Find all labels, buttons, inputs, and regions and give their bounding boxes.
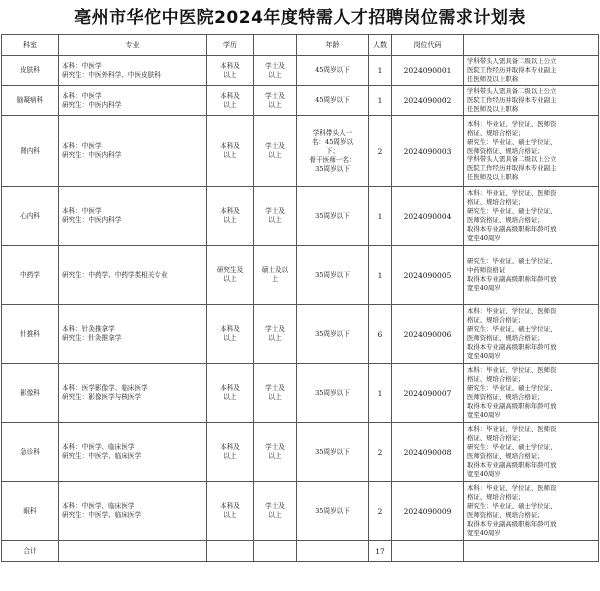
req-line: 取得本专业副高级职称年龄可放 — [467, 401, 557, 410]
header-degree — [254, 35, 297, 56]
age-cell — [297, 187, 369, 246]
table-row — [2, 423, 599, 482]
req-line: 宽至40周岁 — [467, 410, 501, 419]
major-line: 本科：中医学 — [62, 91, 102, 100]
age-line: 骨干医师一名： — [309, 155, 356, 164]
code-cell: 2024090004 — [392, 187, 464, 246]
req-line: 医师资格证、规培合格证； — [467, 216, 544, 224]
req-line: 宽至40周岁 — [467, 469, 501, 478]
table-row — [2, 364, 599, 423]
count-cell: 2 — [369, 482, 392, 541]
major-cell — [59, 56, 207, 86]
degree-cell — [254, 116, 297, 187]
major-cell — [59, 305, 207, 364]
major-cell — [59, 187, 207, 246]
req-line: 宽至40周岁 — [467, 233, 501, 242]
dept-cell: 中药学 — [2, 246, 59, 305]
edu-cell — [207, 305, 254, 364]
count-cell: 6 — [369, 305, 392, 364]
age-line: 45周岁以下 — [315, 96, 350, 104]
age-line: 45周岁以下 — [315, 66, 350, 74]
count-cell: 1 — [369, 56, 392, 86]
major-cell — [59, 364, 207, 423]
edu-cell — [207, 482, 254, 541]
requirements-cell — [464, 482, 599, 541]
req-line: 医师资格证、规培合格证； — [467, 334, 544, 342]
code-cell: 2024090006 — [392, 305, 464, 364]
degree-line: 学士及 — [265, 443, 285, 451]
age-line: 学科带头人一 — [312, 128, 353, 137]
req-line: 取得本专业副高级职称年龄可放 — [467, 342, 557, 351]
degree-line: 学士及 — [265, 384, 285, 392]
age-line: 35周岁以下 — [315, 447, 350, 456]
count-cell: 1 — [369, 246, 392, 305]
major-line: 研究生：中医学、临床医学 — [62, 511, 142, 519]
degree-cell — [254, 423, 297, 482]
major-cell — [59, 86, 207, 116]
req-line: 本科：毕业证、学位证、医师资 — [467, 425, 557, 434]
major-line: 本科：中医学 — [62, 207, 102, 215]
req-line: 研究生：毕业证、硕士学位证、 — [467, 137, 557, 146]
req-line: 格证、规培合格证； — [467, 375, 525, 384]
total-empty — [207, 541, 254, 562]
code-cell: 2024090002 — [392, 86, 464, 116]
count-cell: 1 — [369, 187, 392, 246]
req-line: 任医师及以上职称 — [467, 104, 519, 113]
degree-line: 以上 — [268, 70, 282, 79]
req-line: 医师资格证、规培合格证； — [467, 146, 544, 155]
age-line: 35周岁以下 — [315, 164, 350, 173]
req-line: 任医师及以上职称 — [467, 74, 519, 83]
age-line: 35周岁以下 — [315, 388, 350, 397]
dept-cell: 急诊科 — [2, 423, 59, 482]
edu-cell — [207, 116, 254, 187]
req-line: 医师资格证、规培合格证； — [467, 452, 544, 460]
edu-line: 本科及 — [220, 142, 240, 150]
req-line: 取得本专业副高级职称年龄可放 — [467, 275, 557, 283]
age-cell — [297, 116, 369, 187]
table-row — [2, 116, 599, 187]
req-line: 医院工作经历并取得本专业副主 — [467, 96, 557, 105]
major-cell — [59, 246, 207, 305]
total-empty — [297, 541, 369, 562]
table-row — [2, 305, 599, 364]
total-empty — [254, 541, 297, 562]
req-line: 中药师资格证 — [467, 266, 506, 275]
req-line: 取得本专业副高级职称年龄可放 — [467, 224, 557, 233]
degree-line: 学士及 — [265, 325, 285, 333]
major-line: 本科：中医学、临床医学 — [62, 443, 135, 451]
degree-line: 以上 — [268, 393, 282, 401]
req-line: 本科：毕业证、学位证、医师资 — [467, 189, 557, 198]
req-line: 学科带头人需具备二级以上公立 — [467, 155, 557, 164]
requirements-cell — [464, 187, 599, 246]
req-line: 宽至40周岁 — [467, 283, 501, 292]
code-cell: 2024090009 — [392, 482, 464, 541]
degree-line: 学士及 — [265, 61, 285, 70]
dept-cell: 心内科 — [2, 187, 59, 246]
req-line: 格证、规培合格证； — [467, 316, 525, 325]
req-line: 格证、规培合格证； — [467, 493, 525, 502]
edu-line: 以上 — [223, 100, 237, 109]
edu-line: 本科及 — [220, 91, 240, 100]
major-line: 本科：医学影像学、临床医学 — [62, 384, 148, 392]
degree-cell — [254, 482, 297, 541]
major-cell — [59, 423, 207, 482]
dept-cell: 眼科 — [2, 482, 59, 541]
code-cell: 2024090008 — [392, 423, 464, 482]
recruitment-table — [1, 34, 599, 562]
dept-cell: 皮肤科 — [2, 56, 59, 86]
code-cell: 2024090003 — [392, 116, 464, 187]
age-cell — [297, 482, 369, 541]
requirements-cell — [464, 56, 599, 86]
requirements-cell — [464, 246, 599, 305]
age-line: 下； — [325, 146, 340, 155]
edu-cell — [207, 423, 254, 482]
degree-cell — [254, 86, 297, 116]
dept-cell: 肾内科 — [2, 116, 59, 187]
header-code: 岗位代码 — [392, 35, 464, 56]
code-cell: 2024090001 — [392, 56, 464, 86]
major-line: 本科：中医学 — [62, 61, 102, 70]
edu-line: 研究生及 — [216, 266, 244, 274]
edu-line: 本科及 — [220, 443, 240, 451]
total-label: 合计 — [2, 541, 59, 562]
count-cell: 1 — [369, 86, 392, 116]
req-line: 研究生：毕业证、硕士学位证、 — [467, 502, 557, 511]
total-count: 17 — [369, 541, 392, 562]
code-cell: 2024090007 — [392, 364, 464, 423]
edu-cell — [207, 56, 254, 86]
req-line: 医院工作经历并取得本专业副主 — [467, 164, 557, 173]
edu-line: 本科及 — [220, 384, 240, 392]
requirements-cell — [464, 116, 599, 187]
age-line: 名：45周岁以 — [311, 137, 354, 146]
major-line: 研究生：中医学、临床医学 — [62, 452, 142, 460]
req-line: 本科：毕业证、学位证、医师资 — [467, 366, 557, 375]
code-cell: 2024090005 — [392, 246, 464, 305]
req-line: 本科：毕业证、学位证、医师资 — [467, 307, 557, 316]
edu-line: 本科及 — [220, 502, 240, 510]
req-line: 格证、规培合格证； — [467, 128, 525, 137]
req-line: 医院工作经历并取得本专业副主 — [467, 66, 557, 75]
degree-cell — [254, 187, 297, 246]
header-count: 人数 — [369, 35, 392, 56]
degree-line: 硕士及以 — [261, 266, 289, 274]
req-line: 研究生：毕业证、硕士学位证、 — [467, 207, 557, 216]
edu-cell — [207, 86, 254, 116]
age-line: 35周岁以下 — [315, 506, 350, 515]
edu-line: 本科及 — [220, 61, 240, 70]
req-line: 格证、规培合格证； — [467, 434, 525, 443]
degree-cell — [254, 56, 297, 86]
degree-line: 以上 — [268, 452, 282, 460]
total-empty — [59, 541, 207, 562]
req-line: 格证、规培合格证； — [467, 198, 525, 207]
edu-line: 以上 — [223, 275, 237, 283]
count-cell: 1 — [369, 364, 392, 423]
edu-line: 以上 — [223, 70, 237, 79]
degree-cell — [254, 305, 297, 364]
edu-cell — [207, 187, 254, 246]
header-age: 年龄 — [297, 35, 369, 56]
req-line: 本科：毕业证、学位证、医师资 — [467, 119, 557, 128]
count-cell: 2 — [369, 116, 392, 187]
age-cell — [297, 56, 369, 86]
table-row — [2, 246, 599, 305]
req-line: 研究生：毕业证、硕士学位证、 — [467, 443, 557, 452]
total-row — [2, 541, 599, 562]
degree-line: 学士及 — [265, 142, 285, 150]
major-line: 研究生：中医内科学 — [62, 151, 122, 159]
major-line: 研究生：中医内科学 — [62, 216, 122, 224]
major-line: 研究生：影像医学与核医学 — [62, 393, 142, 401]
header-major: 专业 — [59, 35, 207, 56]
edu-line: 本科及 — [220, 207, 240, 215]
age-line: 35周岁以下 — [315, 270, 350, 279]
major-line: 研究生：中医内科学 — [62, 100, 122, 109]
edu-cell — [207, 364, 254, 423]
table-row — [2, 86, 599, 116]
degree-cell — [254, 246, 297, 305]
page-title: 亳州市华佗中医院2024年度特需人才招聘岗位需求计划表 — [74, 8, 526, 28]
req-line: 学科带头人需具备二级以上公立 — [467, 87, 557, 96]
major-line: 研究生：针灸推拿学 — [62, 334, 122, 342]
age-cell — [297, 86, 369, 116]
dept-cell: 脑凝病科 — [2, 86, 59, 116]
degree-line: 上 — [271, 275, 279, 283]
dept-cell: 影像科 — [2, 364, 59, 423]
age-line: 35周岁以下 — [315, 329, 350, 338]
edu-cell — [207, 246, 254, 305]
edu-line: 本科及 — [220, 325, 240, 333]
req-line: 医师资格证、规培合格证； — [467, 511, 544, 519]
req-line: 取得本专业副高级职称年龄可放 — [467, 519, 557, 528]
total-empty — [392, 541, 464, 562]
req-line: 宽至40周岁 — [467, 528, 501, 537]
degree-line: 学士及 — [265, 207, 285, 215]
req-line: 研究生：毕业证、硕士学位证、 — [467, 384, 557, 393]
requirements-cell — [464, 305, 599, 364]
req-line: 学科带头人需具备二级以上公立 — [467, 57, 557, 66]
table-row — [2, 187, 599, 246]
edu-line: 以上 — [223, 393, 237, 401]
header-dept: 科室 — [2, 35, 59, 56]
major-line: 研究生：中医外科学、中医皮肤科 — [62, 70, 161, 79]
age-cell — [297, 246, 369, 305]
degree-line: 学士及 — [265, 91, 285, 100]
req-line: 任医师及以上职称 — [467, 173, 519, 182]
count-cell: 2 — [369, 423, 392, 482]
req-line: 研究生：毕业证、硕士学位证、 — [467, 257, 557, 266]
requirements-cell — [464, 86, 599, 116]
degree-line: 学士及 — [265, 502, 285, 510]
degree-cell — [254, 364, 297, 423]
table-row — [2, 482, 599, 541]
major-line: 研究生：中药学、中药学类相关专业 — [62, 270, 168, 279]
degree-line: 以上 — [268, 151, 282, 159]
major-cell — [59, 482, 207, 541]
req-line: 本科：毕业证、学位证、医师资 — [467, 484, 557, 493]
edu-line: 以上 — [223, 216, 237, 224]
degree-line: 以上 — [268, 511, 282, 519]
degree-line: 以上 — [268, 216, 282, 224]
edu-line: 以上 — [223, 334, 237, 342]
requirements-cell — [464, 364, 599, 423]
edu-line: 以上 — [223, 452, 237, 460]
major-line: 本科：针灸推拿学 — [62, 325, 115, 333]
degree-line: 以上 — [268, 334, 282, 342]
edu-line: 以上 — [223, 151, 237, 159]
age-line: 35周岁以下 — [315, 211, 350, 220]
req-line: 医师资格证、规培合格证； — [467, 393, 544, 401]
edu-line: 以上 — [223, 511, 237, 519]
age-cell — [297, 423, 369, 482]
dept-cell: 针推科 — [2, 305, 59, 364]
major-line: 本科：中医学 — [62, 142, 102, 150]
age-cell — [297, 305, 369, 364]
req-line: 宽至40周岁 — [467, 351, 501, 360]
age-cell — [297, 364, 369, 423]
header-row — [2, 35, 599, 56]
requirements-cell — [464, 423, 599, 482]
req-line: 取得本专业副高级职称年龄可放 — [467, 460, 557, 469]
header-requirements — [464, 35, 599, 56]
degree-line: 以上 — [268, 100, 282, 109]
major-line: 本科：中医学、临床医学 — [62, 502, 135, 510]
total-empty — [464, 541, 599, 562]
table-row — [2, 56, 599, 86]
major-cell — [59, 116, 207, 187]
header-edu: 学历 — [207, 35, 254, 56]
req-line: 研究生：毕业证、硕士学位证、 — [467, 325, 557, 334]
